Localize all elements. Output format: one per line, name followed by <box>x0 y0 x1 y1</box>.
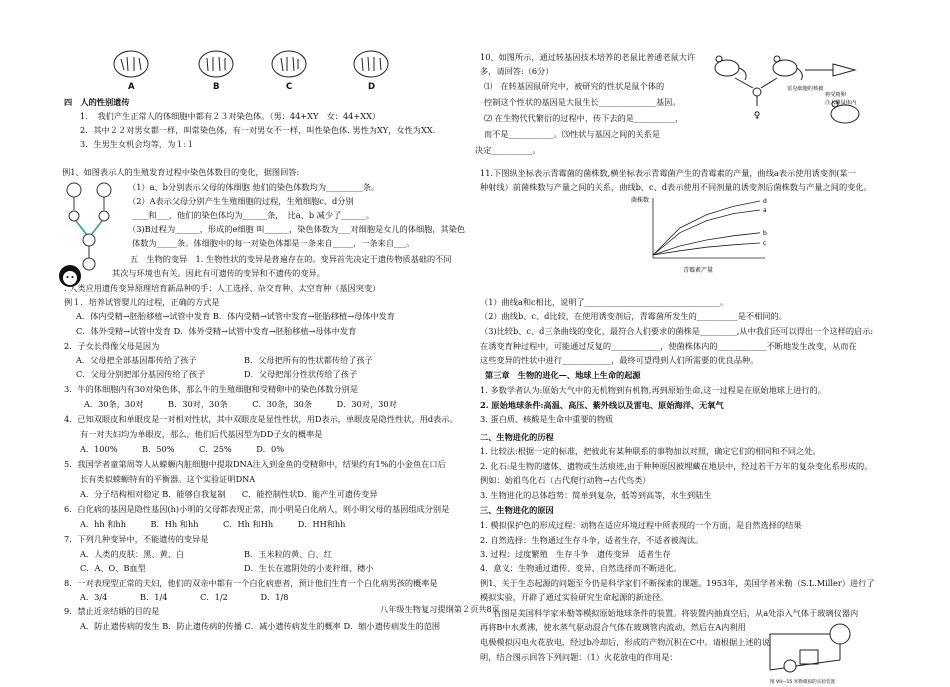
evolution-line2: 2. 化石:是生物的遗体、遗物或生活痕迹,由于种种原因被埋藏在地层中，经过若干万年的复杂变化系形成的。 <box>480 461 873 471</box>
miller-apparatus-diagram <box>760 620 870 687</box>
miller-example-a: 例1、关于生态起源的问题至今仍是科学家们不断探索的课题。1953年，美国学者米勒（S.L.Miller）进行了 <box>480 578 875 588</box>
question-4b: 有一对夫妇均为单眼皮，那么，他们后代基因型为DD子女的概率是 <box>80 429 323 439</box>
question-11a: 11.下图纵坐标表示青霉菌的菌株数,横坐标表示青霉菌产生的青霉素的产量，曲线a表示使用诱变剂(某一 <box>480 168 856 178</box>
mouse-icon <box>773 56 802 80</box>
evolution-line1: 1. 比较法:根据一定的标准，把彼此有某种联系的事物加以对照，确定它们的相同和不同之处。 <box>480 446 821 456</box>
miller-example-c: 右图是美国科学家米勒等模拟原始地球条件的装置。将装置内抽真空后，从a处添入气体于玻璃仪器内 <box>493 608 859 618</box>
evolution-line4: 3. 生物进化的总体趋势：简单到复杂，低等到高等，水生到陆生 <box>480 490 712 500</box>
example1-q2b: ____和___，他们的染色体均为______条， 比a、b 减少了______。 <box>132 210 374 220</box>
question-10-2b: 而不是___________。⑶性状与基因之间的关系是 <box>484 129 661 139</box>
female-symbol-icon: ♀ <box>753 111 761 121</box>
cell-label-a: A <box>128 82 135 92</box>
sec4-title: 四 人的性别遗传 <box>64 97 130 107</box>
evolution-cause-title: 三、生物进化的原因 <box>480 505 554 515</box>
example1-q1: （1）a、b分别表示父母的体细胞 他们的染色体数均为_________条。 <box>128 182 380 192</box>
cell-b-diagram <box>199 51 233 77</box>
chapter3-title: 第三章 生物的进化—、地球上生命的起源 <box>485 370 641 380</box>
question-ex-opt2: C．体外受精→试管中发育 D．体外受精→试管中发育→胚胎移植→母体中发育 <box>76 326 357 336</box>
caption-1: 雷克细胞的核被 <box>787 86 824 92</box>
example1-q3b: 体数为_____条。体细胞中的每一对染色体都是一条来自_____，一条来自___。 <box>132 238 415 248</box>
cell-diagrams <box>112 47 412 92</box>
question-8-options: A．3/4 B．1/4 C．1/2 D．1/8 <box>80 592 289 602</box>
example1-title: 例1、如图表示人的生殖发育过程中染色体数目的变化，据图回答: <box>62 167 300 177</box>
sec4-line2: 2．其中２２对男女都一样，叫常染色体，有一对男女不一样，叫性染色体. 男性为XY，女性为XX. <box>80 125 436 135</box>
series-label-a: a <box>763 207 767 214</box>
question-9: 9．禁止近亲结婚的目的是 <box>64 606 160 616</box>
question-5b: 长有类似蝾螈特有的平衡器。这个实验证明DNA <box>80 474 256 484</box>
caption-3: 注入雌鼠体内 <box>825 100 857 106</box>
question-2-b: B．父母把所有的性状都传给了孩子 <box>244 355 373 365</box>
question-6: 6．白化病的基因是隐性基因(h)小明的父母都表现正常，而小明是白化病人，则小明父母的基因组成分别是 <box>64 504 450 514</box>
cell-c-diagram <box>272 51 306 77</box>
question-4a: 4．已知双眼皮和单眼皮是一对相对性状，其中双眼皮是显性性状，用D表示，单眼皮是隐性性状，用d表示。 <box>64 414 458 424</box>
evolution-history-title: 二、生物进化的历程 <box>480 432 554 442</box>
sec5-title: 五 生物的变异 1. 生物性状的变异是普遍存在的。变异首先决定于遗传物质基础的不同 <box>130 254 452 264</box>
question-11-2: （2）曲线b、c、d比较，在使用诱变剂后，青霉菌所发生的__________是不相同的。 <box>480 311 787 321</box>
cause-line2: 2. 自然选择：生物通过生存斗争，适者生存，不适者被淘汰。 <box>480 535 704 545</box>
cause-line4: 4．意义：生物通过遗传、变异、自然选择而不断进化。 <box>480 563 682 573</box>
chapter3-line3: 3. 蛋白质、核酸是生命中重要的物质 <box>480 414 614 424</box>
cell-label-b: B <box>213 82 220 92</box>
question-10-2a: ⑵ 在生物代代繁衍的过程中，传下去的是__________， <box>484 113 684 123</box>
chapter3-line1: 1. 多数学者认为:原始大气中的无机物到有机物,再到原始生命,这一过程是在原始地球上进行的。 <box>480 385 826 395</box>
question-11b: 种射线）前菌株数与产量之间的关系，曲线b、c、d表示使用不同剂量的诱变剂后菌株数与产量之间的变化。 <box>480 182 872 192</box>
question-10-1a: ⑴ 在转基因鼠研究中，被研究的性状是鼠个体的 <box>484 81 665 91</box>
question-7-d: D．生长在遮阴处的小麦秆细、穗小 <box>244 563 374 573</box>
question-10-2c: 决定__________。 <box>475 145 541 155</box>
question-9-options: A．防止遗传病的发生 B．防止遗传病的传播 C．减小遗传病发生的概率 D．缩小遗传病发生的范围 <box>80 621 441 631</box>
example1-q3a: （3)B过程为______，形成的e细胞 叫______，染色体数为___对细胞是女儿的体细胞，其染色 <box>128 224 466 234</box>
miller-caption: 图 VII—15 米勒模拟的实验装置 <box>770 680 836 685</box>
miller-example-d: 再将B中水煮沸，使水蒸气驱动混合气体在玻璃管内流动，然后在A内利用 <box>480 622 746 632</box>
question-11-3b: 在诱变育种过程中，可能通过反复的____________，使菌株体内的____________不断地发生改变，从而在 <box>480 341 857 351</box>
question-2-c: C．父母分别把部分基因传给了孩子 <box>76 369 206 379</box>
question-11-3c: 这些变异的性状中进行____________，最终可望得到人们所需要的优良品种。 <box>480 355 759 365</box>
question-6-options: A．hh 和hh B．Hh 和hh C．Hh 和Hh D．HH和hh <box>80 519 346 529</box>
cell-d-diagram <box>354 51 388 77</box>
sec4-line1: 1． 我们产生正常人的体细胞中都有２３对染色体。（男：44+XY 女：44+XX） <box>80 111 381 121</box>
question-10a: 10、如图所示，通过转基因技术培养的老鼠比普通老鼠大许 <box>480 52 696 62</box>
page-footer: 八年级生物复习提纲第２页共8页 <box>380 604 500 614</box>
question-ex-opt1: A．体内受精→胚胎移植→试管中发育 B．体内受精→试管中发育→胚胎移植→母体中发育 <box>76 311 396 321</box>
question-10b: 多，请回答:（6分） <box>480 66 554 76</box>
cell-label-d: D <box>368 82 376 92</box>
series-label-c: c <box>763 240 767 247</box>
question-ex-title: 例１．培养试管婴儿的过程，正确的方式是 <box>64 297 220 307</box>
miller-example-e: 电极模拟闪电火花放电，经过b冷却后，形成的产物沉积在C中。请根据上述的说 <box>480 637 770 647</box>
transgenic-mouse-diagram <box>705 48 875 138</box>
question-8: 8．一对表现型正常的夫妇，他们的双亲中都有一个白化病患者，预计他们生育一个白化病男孩的概率是 <box>64 578 438 588</box>
chapter3-line2: 2. 原始地球条件:高温、高压、紫外线以及雷电、原始海洋、无氧气 <box>480 400 724 410</box>
x-axis-label: 青霉素产量 <box>683 267 714 274</box>
question-11-3a: （3)比较b、c、d三条曲线的变化，最符合人们要求的菌株是_________,从中我们还可以得出一个这样的启示: <box>480 326 874 336</box>
mouse-icon <box>715 56 746 80</box>
question-7-a: A．人类的皮肤：黑、黄、白 <box>80 549 185 559</box>
series-line-a <box>653 210 760 255</box>
question-2: 2．子女长得像父母是因为 <box>64 341 160 351</box>
question-4-options: A．100% B．50% C．25% D．0% <box>80 444 284 454</box>
evolution-line3: 例如：始祖鸟化石（古代爬行动物→古代鸟类） <box>480 475 651 485</box>
question-7: 7．下列几种变异中，不能遗传的变异是 <box>64 534 209 544</box>
question-7-c: C．A、O、B血型 <box>80 563 146 573</box>
caption-2: 将受精卵 <box>825 92 846 98</box>
question-10-1b: 控制这个性状的基因是大鼠生长______________基因。 <box>484 97 681 107</box>
cell-label-c: C <box>286 82 293 92</box>
question-5a: 5．我国学者童第周等人从蝾螈内脏细胞中提取DNA注入到金鱼的受精卵中，结果约有1%的小金鱼在口后 <box>64 459 446 469</box>
series-label-d: d <box>763 198 767 205</box>
cause-line1: 1. 模拟保护色的形成过程：动物在适应环境过程中所表现的一个方面，是自然选择的结果 <box>480 520 802 530</box>
reproduction-diagram <box>62 180 122 275</box>
question-5-options: A．分子结构相对稳定 B．能够自我复制 C．能控制性状D．能产生可遗传变异 <box>80 489 378 499</box>
example1-q2a: （2）A表示父母分别产生生殖细胞的过程，生殖细胞c、d分别 <box>128 196 354 206</box>
cause-line3: 3. 过程：过度繁殖 生存斗争 遗传变异 适者生存 <box>480 549 671 559</box>
series-line-c <box>653 243 760 255</box>
sec5-line3: . 人类应用遗传变异原理培育新品种的手：人工选择、杂交育种、太空育种（基因突变） <box>64 283 381 293</box>
miller-example-b: 模拟实验，开辟了通过实验研究生命起源的新途径。 <box>480 592 669 602</box>
sec5-line2: 其次与环境也有关。因此有可遗传的变异和不遗传的变异。 <box>112 268 325 278</box>
series-label-b: b <box>763 229 767 237</box>
question-7-b: B．玉米粒的黄、白、红 <box>244 549 332 559</box>
cell-a-diagram <box>114 51 148 77</box>
question-3: 3．牛的体细胞内有30对染色体，那么牛的生殖细胞和受精卵中的染色体数分别是 <box>64 384 359 394</box>
y-axis-label: 菌株数 <box>631 197 650 204</box>
question-2-d: D．父母把部分性状传给了孩子 <box>244 369 358 379</box>
sec4-line3: 3．生男生女机会均等，为１:１ <box>80 139 195 149</box>
penicillin-chart <box>625 192 775 280</box>
question-2-a: A．父母把全部基因都传给了孩子 <box>76 355 197 365</box>
miller-example-f: 明，结合图示回答下列问题：（1）火花放电的作用是： <box>480 652 678 662</box>
question-3-options: A．30条，30对 B．30对，30条 C．30条，30条 D．30对，30对 <box>84 399 397 409</box>
question-11-1: （1）曲线a和c相比，说明了_________________________________。 <box>480 297 729 307</box>
